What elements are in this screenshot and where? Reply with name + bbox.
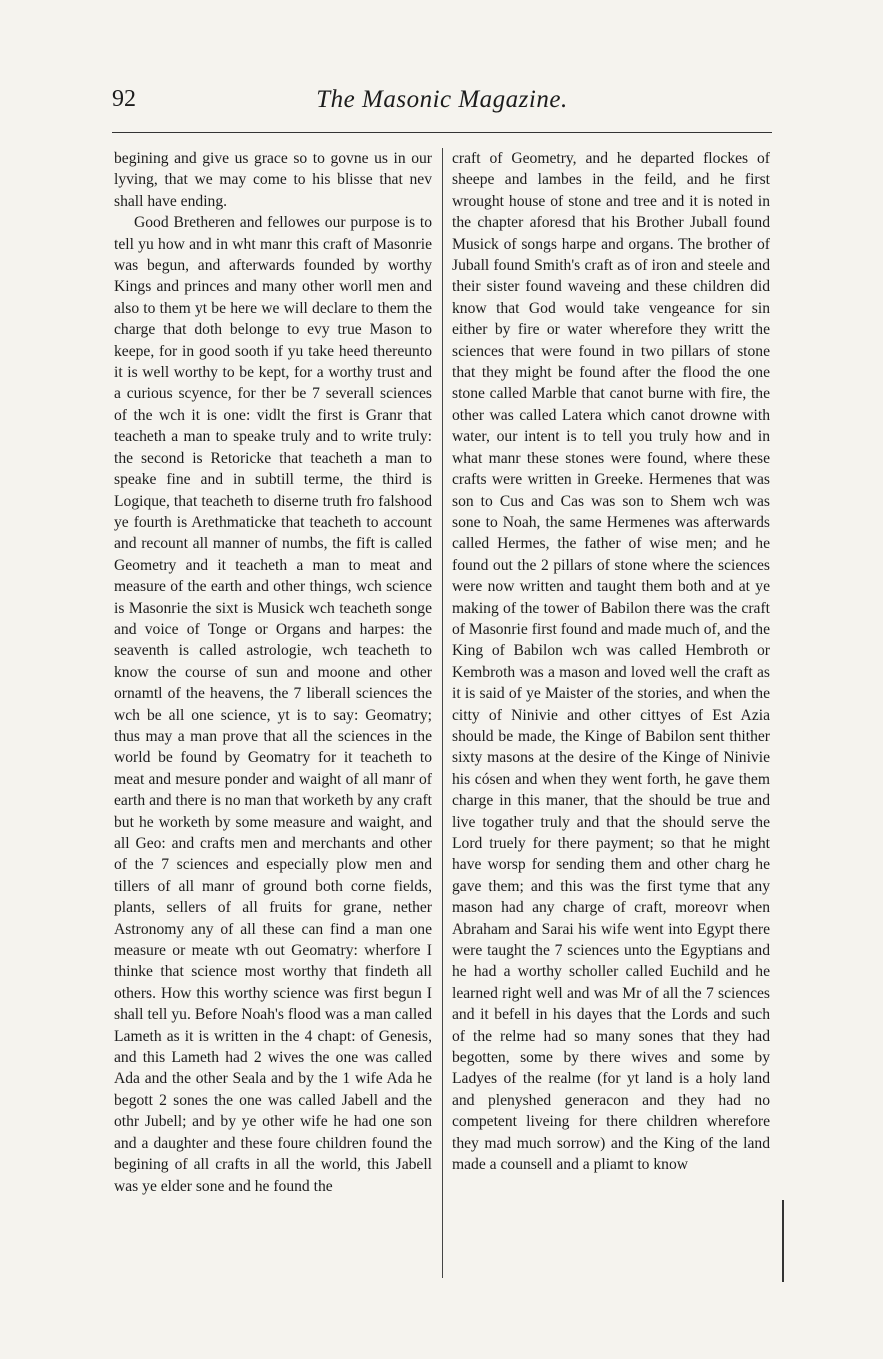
- right-column: [452, 148, 770, 1288]
- column-divider: [442, 148, 443, 1278]
- header-rule: [112, 132, 772, 133]
- right-paragraph-1: craft of Geometry, and he departed flockes of sheepe and lambes in the feild, and he first wrought house of stone and tree and it is noted in the chapter aforesd that his Brother Juball found Musick of songs harpe and organs. The brother of Juball found Smith's craft as of iron and steele and their sister found waveing and these children did know that God would take vengeance for sin either by fire or water wherefore they writt the sciences that were found in two pillars of stone that they might be found after the flood the one stone called Marble that canot burne with fire, the other was called Latera which canot drowne with water, our intent is to tell you truly how and in what manr these stones were found, where these crafts were written in Greeke. Hermenes that was son to Cus and Cas was son to Shem wch was sone to Noah, the same Hermenes was afterwards called Hermes, the father of wise men; and he found out the 2 pillars of stone where the sciences were now written and taught them both and at ye making of the tower of Babilon there was the craft of Masonrie first found and made much of, and the King of Babilon wch was called Hembroth or Kembroth was a mason and loved well the craft as it is said of ye Maister of the stories, and when the citty of Ninivie and other cittyes of Est Azia should be made, the Kinge of Babilon sent thither sixty masons at the desire of the Kinge of Ninivie his cósen and when they went forth, he gave them charge in this maner, that the should be true and live togather truly and that the should serve the Lord truely for there payment; so that he might have worsp for sending them and other charg he gave them; and this was the first tyme that any mason had any charge of craft, moreovr when Abraham and Sarai his wife went into Egypt there were taught the 7 sciences unto the Egyptians and he had a worthy scholler called Euchild and he learned right well and was Mr of all the 7 sciences and it befell in his dayes that the Lords and such of the relme had so many sones that they had begotten, some by there wives and some by Ladyes of the realme (for yt land is a holy land and plenyshed generacon and they had no competent liveing for there children wherefore they mad much sorrow) and the King of the land made a counsell and a pliamt to know: [452, 150, 770, 1174]
- page-header: [112, 82, 772, 122]
- page-number: 92: [112, 86, 136, 112]
- running-head: The Masonic Magazine.: [316, 86, 568, 113]
- left-paragraph-2: Good Bretheren and fellowes our purpose is to tell yu how and in wht manr this craft of Masonrie was begun, and afterwards founded by worthy Kings and princes and many other worll men and also to them yt be here we will declare to them the charge that doth belonge to evy true Mason to keepe, for in good sooth if yu take heed thereunto it is well worthy to be kept, for a worthy trust and a curious scyence, for ther be 7 severall sciences of the wch it is one: vidlt the first is Granr that teacheth a man to speake truly and to write truly: the second is Retoricke that teacheth a man to speake fine and in subtill terme, the third is Logique, that teacheth to diserne truth fro falshood ye fourth is Arethmaticke that teacheth to account and recount all manner of numbs, the fift is called Geometry and it teacheth a man to meat and measure of the earth and other things, wch science is Masonrie the sixt is Musick wch teacheth songe and voice of Tonge or Organs and harpes: the seaventh is called astrologie, wch teacheth to know the course of sun and moone and other ornamtl of the heavens, the 7 liberall sciences the wch be all one science, yt is to say: Geomatry; thus may a man prove that all the sciences in the world be found by Geomatry for it teacheth to meat and mesure ponder and waight of all manr of earth and there is no man that worketh by any craft but he worketh by some measure and waight, and all Geo: and crafts men and merchants and other of the 7 sciences and especially plow men and tillers of all manr of ground both corne fields, plants, sellers of all fruits for grane, nether Astronomy any of all these can find a man one measure or meate wth out Geomatry: wherfore I thinke that science most worthy that findeth all others. How this worthy science was first begun I shall tell yu. Before Noah's flood was a man called Lameth as it is written in the 4 chapt: of Genesis, and this Lameth had 2 wives the one was called Ada and the other Seala and by the 1 wife Ada he begott 2 sones the one was called Jabell and the othr Jubell; and by ye other wife he had one son and a daughter and these foure children found the begining of all crafts in all the world, this Jabell was ye elder sone and he found the: [114, 214, 432, 1195]
- left-column: [114, 148, 432, 1288]
- margin-rule: [782, 1200, 784, 1282]
- left-paragraph-1: begining and give us grace so to govne us in our lyving, that we may come to his blisse that nev shall have ending.: [114, 150, 432, 210]
